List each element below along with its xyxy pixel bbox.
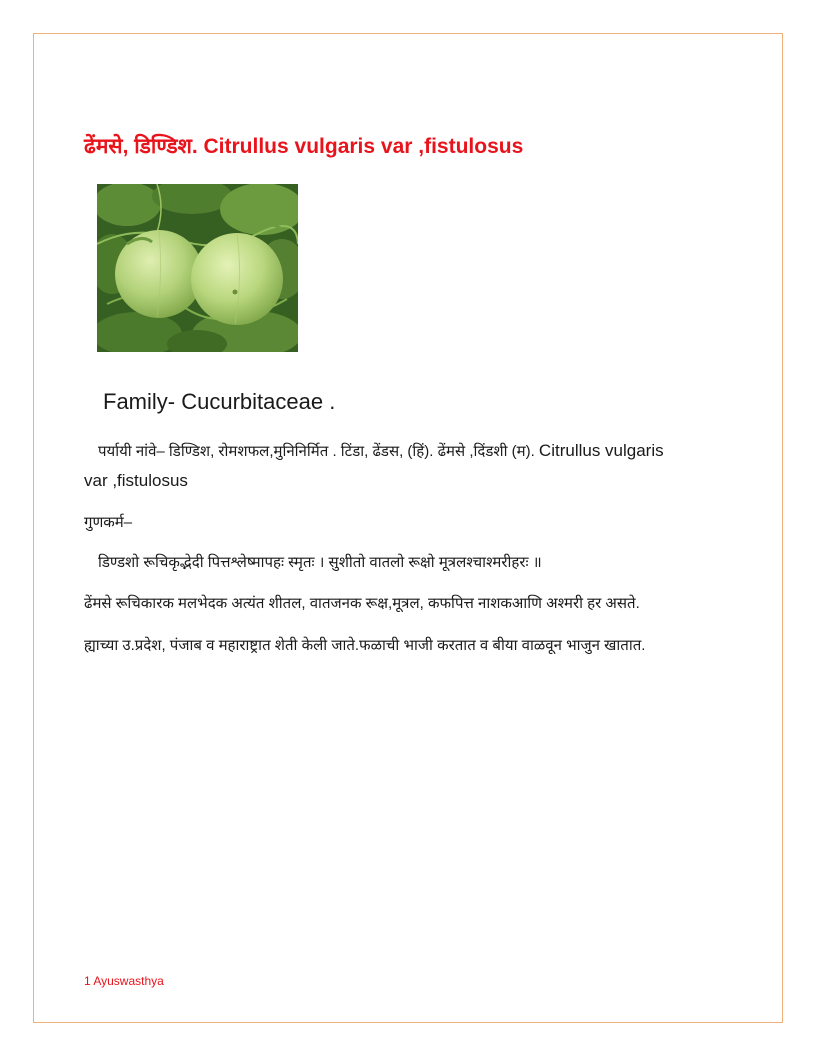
page-border: [33, 33, 783, 1023]
family-label: Family- Cucurbitaceae .: [103, 389, 336, 414]
synonyms-lead: पर्यायी नांवे– डिण्डिश, रोमशफल,मुनिनिर्मित . टिंडा, ढेंडस, (हिं). ढेंमसे ,दिंडशी (म).: [98, 443, 539, 460]
fruit-photo: [97, 184, 298, 352]
page-footer: 1 Ayuswasthya: [84, 974, 164, 988]
tinda-fruit-photo-icon: [97, 184, 298, 352]
usage-paragraph: ह्याच्या उ.प्रदेश, पंजाब व महाराष्ट्रात शेती केली जाते.फळाची भाजी करतात व बीया वाळवून भाजुन खातात.: [84, 637, 646, 654]
properties-paragraph: ढेंमसे रूचिकारक मलभेदक अत्यंत शीतल, वातजनक रूक्ष,मूत्रल, कफपित्त नाशकआणि अश्मरी हर असते.: [84, 595, 640, 612]
gunakarma-heading: गुणकर्म–: [84, 514, 133, 531]
page-title: ढेंमसे, डिण्डिश. Citrullus vulgaris var ,fistulosus: [84, 135, 524, 158]
shloka-verse: डिण्डशो रूचिकृद्भेदी पित्तश्लेष्मापहः स्मृतः । सुशीतो वातलो रूक्षो मूत्रलश्चाश्मरीहरः ॥: [98, 554, 542, 571]
synonyms-paragraph: [84, 436, 684, 496]
synonyms-latin-name: Citrullus vulgaris var ,fistulosus: [84, 441, 664, 490]
